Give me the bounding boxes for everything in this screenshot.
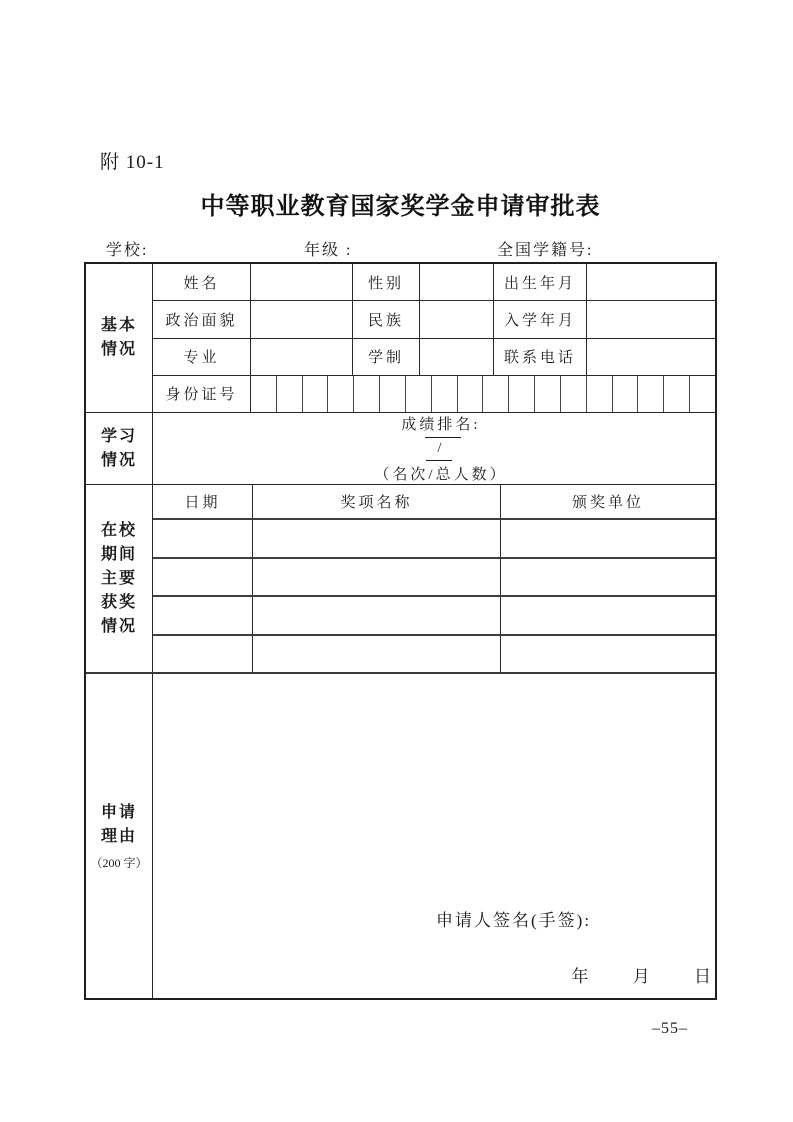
award-issuer-cell (501, 597, 715, 634)
award-date-header: 日期 (153, 485, 253, 518)
section-label-line: 基本 (100, 317, 137, 334)
section-label-line: 申请 (100, 803, 137, 821)
form-title: 中等职业教育国家奖学金申请审批表 (200, 193, 601, 220)
major-value-cell (251, 339, 353, 375)
award-date-cell (153, 559, 253, 596)
award-name-cell (253, 520, 501, 557)
page-number: –55– (652, 1020, 688, 1037)
enrollment-date-value-cell (587, 301, 715, 337)
award-row (153, 597, 715, 636)
id-digit-cell (509, 376, 535, 412)
total-blank-line (426, 457, 452, 461)
awards-table (153, 485, 715, 672)
rank-label: 成绩排名: (401, 417, 481, 433)
name-value-cell (251, 264, 353, 300)
month-char: 月 (632, 967, 650, 986)
award-issuer-cell (501, 520, 715, 557)
section-label-line: 期间 (100, 545, 137, 563)
section-label-line: 学习 (100, 427, 137, 445)
section-label-line: 情况 (100, 617, 137, 635)
id-digit-cell (587, 376, 613, 412)
major-label: 专业 (153, 339, 251, 375)
form-header-line (0, 237, 793, 261)
name-label: 姓名 (153, 264, 251, 300)
id-digit-cell (303, 376, 329, 412)
section-label-line: 情况 (100, 341, 137, 358)
birth-date-value-cell (587, 264, 715, 300)
signature-date-line (572, 962, 712, 987)
applicant-signature-label: 申请人签名(手签): (436, 911, 592, 930)
id-digit-cell (432, 376, 458, 412)
award-date-cell (153, 520, 253, 557)
award-date-cell (153, 636, 253, 673)
award-issuer-cell (501, 636, 715, 673)
id-digit-cell (613, 376, 639, 412)
phone-value-cell (587, 339, 715, 375)
id-digit-cell (406, 376, 432, 412)
political-status-value-cell (251, 301, 353, 337)
phone-label: 联系电话 (494, 339, 587, 375)
section-label-basic-info (86, 264, 153, 412)
id-digit-cell (251, 376, 277, 412)
gender-value-cell (420, 264, 494, 300)
gender-label: 性别 (353, 264, 420, 300)
ethnicity-value-cell (420, 301, 494, 337)
basic-row-3 (153, 339, 715, 376)
section-basic-info (86, 264, 715, 413)
grade-field-label: 年级 : (304, 242, 353, 259)
award-name-cell (253, 636, 501, 673)
basic-row-1 (153, 264, 715, 301)
section-label-line: 理由 (100, 827, 137, 845)
word-limit-note: （200 字） (90, 855, 148, 870)
id-digit-cell (535, 376, 561, 412)
program-length-value-cell (420, 339, 494, 375)
school-field-label: 学校: (106, 242, 149, 259)
section-label-line: 在校 (100, 521, 137, 539)
rank-note: （名次/总人数） (374, 467, 508, 483)
rank-blank-line (425, 434, 461, 438)
award-row (153, 559, 715, 598)
id-digit-cell (380, 376, 406, 412)
id-number-label: 身份证号 (153, 376, 251, 412)
award-date-cell (153, 597, 253, 634)
year-char: 年 (571, 967, 589, 986)
award-row (153, 520, 715, 559)
id-digit-cell (638, 376, 664, 412)
basic-info-grid (153, 264, 715, 412)
awards-header-row (153, 485, 715, 520)
application-form-table (84, 262, 717, 1000)
section-label-line: 情况 (100, 451, 137, 469)
award-issuer-cell (501, 559, 715, 596)
section-label-line: 主要 (100, 569, 137, 587)
rank-line (153, 413, 715, 484)
birth-date-label: 出生年月 (494, 264, 587, 300)
section-application-reason (86, 674, 715, 998)
id-digit-cell (458, 376, 484, 412)
award-issuer-header: 颁奖单位 (571, 495, 644, 511)
id-digit-cell (328, 376, 354, 412)
national-student-id-label: 全国学籍号: (497, 242, 594, 259)
ethnicity-label: 民族 (353, 301, 420, 337)
rank-slash: / (437, 440, 445, 456)
id-digit-cell (354, 376, 380, 412)
id-digit-cell (664, 376, 690, 412)
day-char: 日 (694, 967, 711, 986)
award-name-header: 奖项名称 (253, 485, 501, 518)
id-number-row (153, 376, 715, 412)
award-name-cell (253, 559, 501, 596)
section-awards (86, 485, 715, 674)
program-length-label: 学制 (353, 339, 420, 375)
id-digit-cell (277, 376, 303, 412)
enrollment-date-label: 入学年月 (494, 301, 587, 337)
award-row (153, 636, 715, 673)
attachment-label: 附 10-1 (100, 152, 165, 173)
reason-text-area (153, 674, 715, 998)
basic-row-2 (153, 301, 715, 338)
id-digit-cell (483, 376, 509, 412)
political-status-label: 政治面貌 (153, 301, 251, 337)
section-study-info (86, 413, 715, 485)
section-label-application-reason (86, 674, 153, 998)
section-label-study-info (86, 413, 153, 484)
id-digit-cell (690, 376, 715, 412)
award-name-cell (253, 597, 501, 634)
section-label-line: 获奖 (100, 593, 137, 611)
id-digit-cell (561, 376, 587, 412)
section-label-awards (86, 485, 153, 672)
